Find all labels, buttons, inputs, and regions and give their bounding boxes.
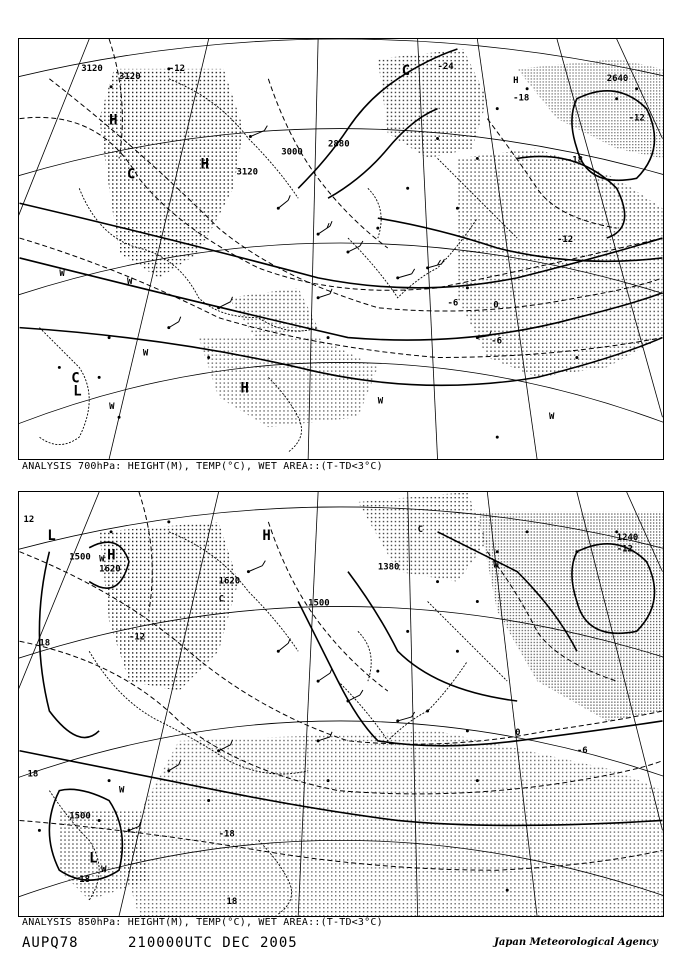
height-contour-label: 2640 <box>606 73 629 84</box>
wet-areas <box>99 49 662 427</box>
warm-center-label: W <box>142 348 149 359</box>
temp-contour-label: -18 <box>218 829 235 840</box>
high-pressure-label: H <box>513 75 519 86</box>
temp-contour-label: -12 <box>168 63 185 74</box>
warm-center-label: W <box>99 554 105 565</box>
map-panel-700hpa <box>18 38 664 460</box>
height-contour-label: 1500 <box>69 552 91 563</box>
wet-areas <box>59 492 662 916</box>
temp-contour-label: 0 <box>493 300 499 311</box>
temp-contour-label: -18 <box>513 93 530 104</box>
temp-contour-label: -6 <box>491 336 503 347</box>
warm-center-label: W <box>119 785 125 796</box>
temp-contour-label: -12 <box>628 113 645 124</box>
height-contour-label: 3120 <box>81 63 103 74</box>
cold-center-label: C <box>401 62 411 79</box>
temp-contour-label: 18 <box>27 769 39 780</box>
temp-contour-label: -12 <box>556 235 574 246</box>
map-panel-850hpa <box>18 491 664 917</box>
low-pressure-label: L <box>47 527 56 544</box>
high-pressure-label: H <box>107 547 116 564</box>
height-contour-label: 1620 <box>218 576 241 587</box>
temp-contour-label: 0 <box>515 727 521 738</box>
high-pressure-label: H <box>262 527 271 544</box>
high-pressure-label: H <box>240 380 249 397</box>
map-850hpa <box>19 492 663 916</box>
valid-time: 210000UTC DEC 2005 <box>128 935 298 951</box>
high-pressure-label: H <box>200 156 210 173</box>
low-pressure-label: L <box>73 383 82 400</box>
height-contour-label: 3000 <box>281 147 303 158</box>
panel-700hpa-caption: ANALYSIS 700hPa: HEIGHT(M), TEMP(°C), WET AREA::(T-TD<3°C) <box>22 461 383 472</box>
warm-center-label: W <box>377 396 384 407</box>
temp-contour-label: -12 <box>616 544 633 555</box>
warm-center-label: W <box>127 276 133 287</box>
warm-center-label: W <box>493 560 499 571</box>
high-pressure-label: H <box>109 112 118 129</box>
height-contour-label: 1500 <box>69 811 91 822</box>
temp-contour-label: -6 <box>576 745 588 756</box>
cold-center-label: C <box>71 370 80 387</box>
temp-contour-label: 18 <box>226 897 238 908</box>
height-contour-label: 1380 <box>377 562 400 573</box>
temp-contour-label: 18 <box>39 638 51 649</box>
cold-center-label: C <box>218 594 224 605</box>
cold-center-label: C <box>417 524 424 535</box>
warm-center-label: W <box>109 402 115 413</box>
warm-center-label: W <box>549 412 555 423</box>
cold-center-label: C <box>127 166 136 183</box>
height-contour-label: 3120 <box>119 71 141 82</box>
temp-contour-label: 18 <box>79 875 91 886</box>
temp-contour-label: 12 <box>23 514 35 525</box>
warm-center-label: W <box>101 865 107 876</box>
temp-contour-label: -6 <box>447 298 459 309</box>
temp-contour-label: -24 <box>437 61 454 72</box>
map-700hpa <box>19 39 663 459</box>
height-contour-label: 2880 <box>328 139 350 150</box>
height-contour-label: 3120 <box>236 167 259 178</box>
height-contour-label: 1620 <box>99 564 121 575</box>
panel-850hpa-caption: ANALYSIS 850hPa: HEIGHT(M), TEMP(°C), WET AREA::(T-TD<3°C) <box>22 917 383 928</box>
low-pressure-label: L <box>89 850 98 867</box>
temp-contour-label: -18 <box>566 155 584 166</box>
chart-code: AUPQ78 <box>22 935 79 951</box>
height-contour-label: 1240 <box>616 532 639 543</box>
height-contour-label: 1500 <box>308 598 330 609</box>
agency-name: Japan Meteorological Agency <box>494 937 658 948</box>
warm-center-label: W <box>59 268 65 279</box>
temp-contour-label: -12 <box>129 632 146 643</box>
